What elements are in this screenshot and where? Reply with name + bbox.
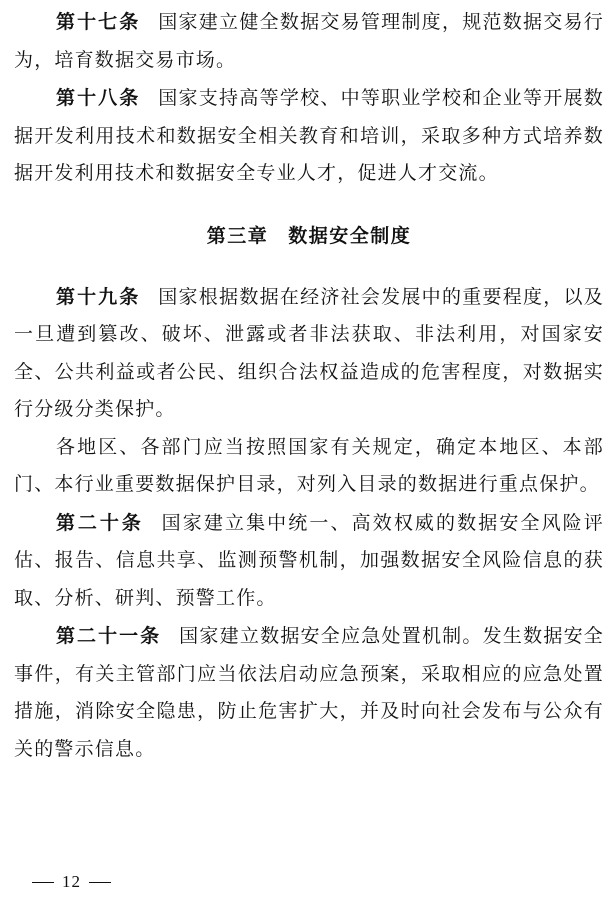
article-text: 国家根据数据在经济社会发展中的重要程度，以及一旦遭到篡改、破坏、泄露或者非法获取、非法利用，对国家安全、公共利益或者公民、组织合法权益造成的危害程度，对数据实行分级分类保护。 (14, 285, 604, 420)
article-number: 第十八条 (56, 87, 141, 109)
article-number: 第十七条 (56, 11, 141, 33)
article-text: 国家支持高等学校、中等职业学校和企业等开展数据开发利用技术和数据安全相关教育和培训，采取多种方式培养数据开发利用技术和数据安全专业人才，促进人才交流。 (14, 87, 604, 184)
page-number: 12 (62, 872, 81, 891)
article-19-paragraph-2 (14, 429, 604, 504)
article-text: 国家建立数据安全应急处置机制。发生数据安全事件，有关主管部门应当依法启动应急预案，采取相应的应急处置措施，消除安全隐患，防止危害扩大，并及时向社会发布与公众有关的警示信息。 (14, 625, 604, 760)
article-17 (14, 4, 604, 79)
page-number-footer (24, 872, 119, 892)
chapter-heading (14, 221, 604, 251)
dash-right (89, 882, 111, 883)
dash-left (32, 882, 54, 883)
article-number: 第二十一条 (56, 625, 162, 647)
article-number: 第二十条 (56, 511, 144, 534)
article-text: 国家建立健全数据交易管理制度，规范数据交易行为，培育数据交易市场。 (14, 11, 604, 71)
article-20 (14, 505, 604, 618)
article-19 (14, 279, 604, 429)
article-text: 各地区、各部门应当按照国家有关规定，确定本地区、本部门、本行业重要数据保护目录，对列入目录的数据进行重点保护。 (14, 435, 604, 495)
chapter-number: 第三章 (206, 224, 269, 247)
article-21 (14, 618, 604, 768)
article-number: 第十九条 (56, 285, 141, 308)
article-text: 国家建立集中统一、高效权威的数据安全风险评估、报告、信息共享、监测预警机制，加强数据安全风险信息的获取、分析、研判、预警工作。 (14, 511, 604, 609)
document-page (14, 4, 604, 768)
chapter-title: 数据安全制度 (288, 224, 412, 247)
article-18 (14, 80, 604, 193)
